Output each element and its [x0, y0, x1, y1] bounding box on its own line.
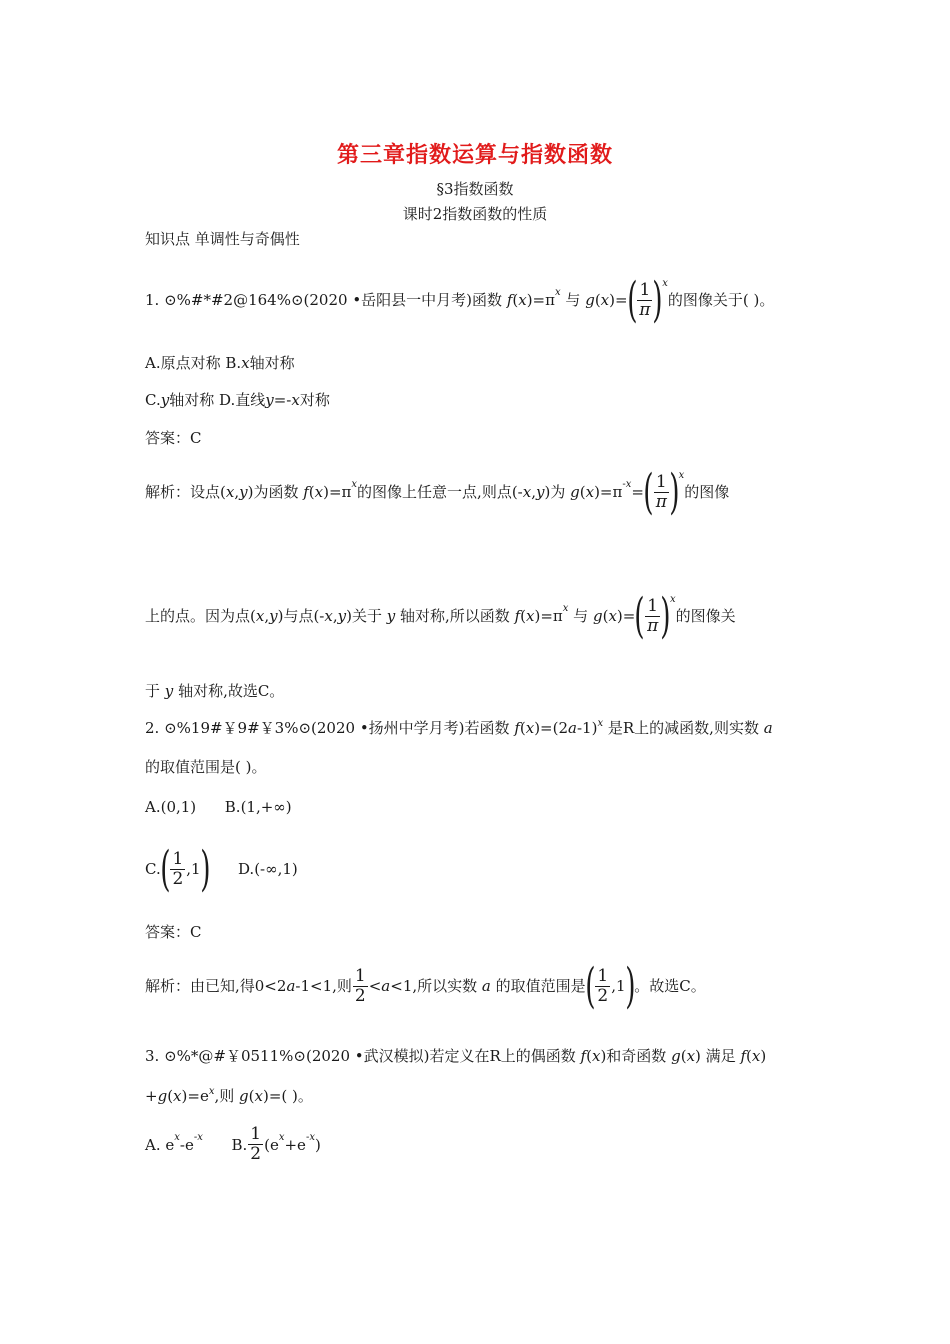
lesson-heading: 课时2指数函数的性质: [402, 205, 548, 223]
question-2-options-ab: A.(0,1) B.(1,+∞): [145, 798, 292, 816]
question-1-answer: 答案：C: [145, 429, 202, 447]
question-3-options-ab: A. e x -e -x B. $\frac{1}{2}$ (e x +e -x ): [145, 1124, 321, 1164]
chapter-title: 第三章指数运算与指数函数: [336, 142, 613, 168]
question-1-explanation-line-3: 于 y 轴对称,故选C。: [145, 682, 285, 700]
question-3-stem: 3. ⊙%*@#￥0511%⊙(2020 •武汉模拟)若定义在R上的偶函数 f(x)和奇函数 g(x) 满足 f(x): [145, 1047, 767, 1065]
question-2-options-cd: C. ( $\frac{1}{2}$ ,1 ) D.(-∞,1): [145, 841, 298, 897]
question-1-explanation-line-1: 解析：设点( x , y )为函数 f ( x )=π x 的图像上任意一点,则点(- x , y )为 g ( x )=π -x = ( $\frac{1}{\pi}$ ) x 的图像: [145, 464, 730, 520]
question-3-stem-line-2: $+g(x)=e^x$,则 g(x)=( )。: [145, 1086, 313, 1105]
section-heading: §3指数函数: [436, 180, 514, 198]
question-2-answer: 答案：C: [145, 923, 202, 941]
question-2-explanation: 解析：由已知,得0<2 a -1<1,则 $\frac{1}{2}$ < a <1,所以实数 a 的取值范围是 ( $\frac{1}{2}$ ,1 ) 。故选C。: [145, 958, 706, 1014]
question-1-stem: 1. ⊙%#*#2@164%⊙(2020 •岳阳县一中月考)函数 f ( x )=π x 与 g ( x )= ( $\frac{1}{\pi}$ ) x 的图像关于( )。: [145, 272, 775, 328]
question-1-options-cd: C.y轴对称 D.直线y=-x对称: [145, 391, 330, 409]
question-1-explanation-line-2: 上的点。因为点( x , y )与点(- x , y )关于 y 轴对称,所以函数 f ( x )=π x 与 g ( x )= ( $\frac{1}{\pi}$ ) x 的图像关: [145, 588, 736, 644]
question-1-options-ab: A.原点对称 B.x轴对称: [145, 354, 295, 372]
question-2-stem: 2. ⊙%19#￥9#￥3%⊙(2020 •扬州中学月考)若函数 $f(x)=(2a-1)^x$ 是R上的减函数,则实数 a: [145, 718, 773, 737]
knowledge-point: 知识点 单调性与奇偶性: [145, 230, 300, 248]
question-2-stem-line-2: 的取值范围是( )。: [145, 758, 267, 776]
